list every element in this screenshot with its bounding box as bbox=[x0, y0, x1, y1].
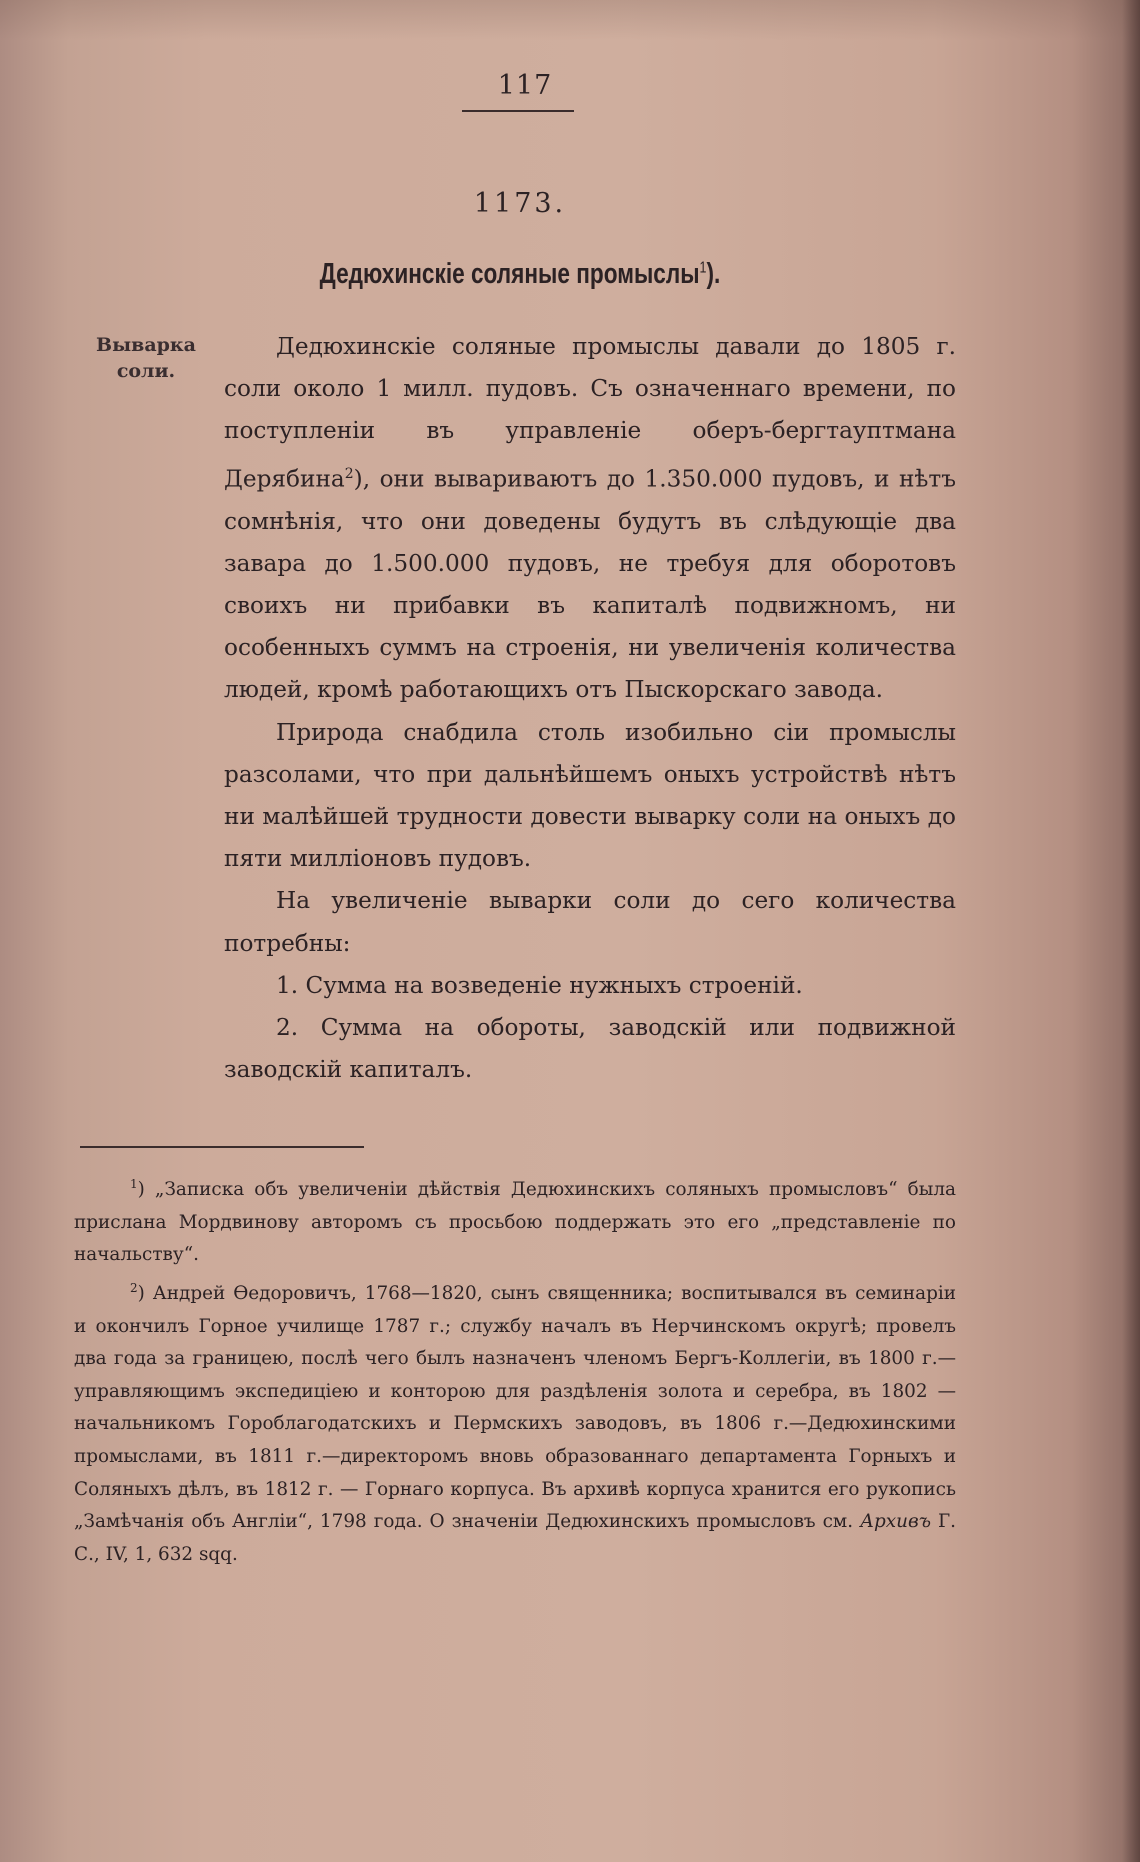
footnotes bbox=[74, 1168, 956, 1571]
title-footnote-mark: 1 bbox=[699, 259, 707, 277]
list-item-1: 1. Сумма на возведеніе нужныхъ строеній. bbox=[276, 971, 803, 999]
footnote-1-mark: 1 bbox=[130, 1177, 138, 1191]
document-title bbox=[317, 258, 723, 291]
margin-note-line2: соли. bbox=[116, 360, 176, 382]
footnote-2-end: Г. С., IV, 1, 632 sqq. bbox=[74, 1511, 956, 1565]
document-number: 1173. bbox=[473, 188, 567, 219]
footnote-2-italic: Архивъ bbox=[860, 1511, 931, 1533]
footnote-2 bbox=[74, 1272, 956, 1571]
footnote-rule bbox=[80, 1146, 364, 1148]
margin-note-line1: Выварка bbox=[96, 334, 196, 356]
body-text bbox=[224, 326, 956, 1091]
paragraph-1-part2: ), они вывариваютъ до 1.350.000 пудовъ, и нѣтъ сомнѣнія, что они доведены будутъ въ слѣдующіе два завара до 1.500.000 пудовъ, не требуя для оборотовъ своихъ ни прибавки въ капиталѣ подвижномъ, ни особенныхъ суммъ на строенія, ни увеличенія количества людей, кромѣ работающихъ отъ Пыскорскаго завода. bbox=[224, 465, 956, 704]
list-item-2: 2. Сумма на обороты, заводскій или подвижной заводскій капиталъ. bbox=[224, 1013, 956, 1084]
footnote-1-text: ) „Записка объ увеличеніи дѣйствія Дедюхинскихъ соляныхъ промысловъ“ была прислана Мордвинову авторомъ съ просьбою поддержать это его „представленіе по начальству“. bbox=[74, 1179, 956, 1266]
page-shadow bbox=[0, 0, 1140, 40]
paragraph-3: На увеличеніе выварки соли до сего количества потребны: bbox=[224, 887, 956, 957]
paragraph-1-part1: Дедюхинскіе соляные промыслы давали до 1805 г. соли около 1 милл. пудовъ. Съ означеннаго времени, по поступленіи въ управленіе оберъ-бергтауптмана Дерябина bbox=[224, 333, 956, 493]
footnote-2-mark: 2 bbox=[130, 1280, 138, 1295]
title-closing: ). bbox=[706, 258, 721, 290]
footnote-ref-2: 2 bbox=[344, 465, 354, 482]
footnote-2-text: ) Андрей Ѳедоровичъ, 1768—1820, сынъ священника; воспитывался въ семинаріи и окончилъ Горное училище 1787 г.; службу началъ въ Нерчинскомъ округѣ; провелъ два года за границею, послѣ чего былъ назначенъ членомъ Бергъ-Коллегіи, въ 1800 г.—управляющимъ экспедиціею и конторою для раздѣленія золота и серебра, въ 1802 — начальникомъ Гороблагодатскихъ и Пермскихъ заводовъ, въ 1806 г.—Дедюхинскими промыслами, въ 1811 г.—директоромъ вновь образованнаго департамента Горныхъ и Соляныхъ дѣлъ, въ 1812 г. — Горнаго корпуса. Въ архивѣ корпуса хранится его рукопись „Замѣчанія объ Англіи“, 1798 года. О значеніи Дедюхинскихъ промысловъ см. bbox=[74, 1283, 956, 1533]
paragraph-1 bbox=[224, 326, 956, 712]
page-number: 117 bbox=[497, 70, 553, 101]
paragraph-2: Природа снабдила столь изобильно сіи промыслы разсолами, что при дальнѣйшемъ оныхъ устройствѣ нѣтъ ни малѣйшей трудности довести выварку соли на оныхъ до пяти милліоновъ пудовъ. bbox=[224, 718, 956, 873]
margin-note bbox=[86, 332, 206, 384]
footnote-1 bbox=[74, 1168, 956, 1272]
title-text: Дедюхинскіе соляные промыслы bbox=[319, 258, 700, 290]
page-edge-shadow bbox=[1122, 0, 1140, 1862]
page-number-rule bbox=[462, 110, 574, 112]
